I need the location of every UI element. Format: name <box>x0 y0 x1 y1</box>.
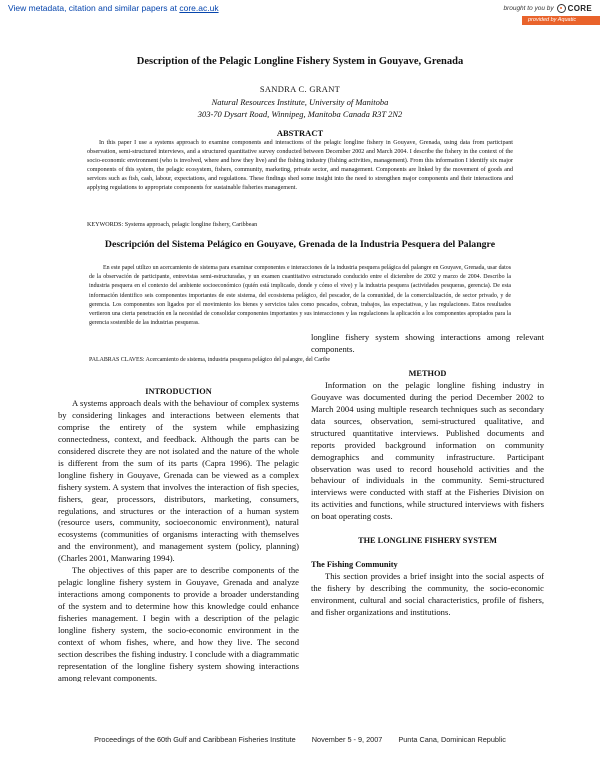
core-brought-text: brought to you by <box>503 4 554 12</box>
intro-paragraph-2: The objectives of this paper are to describe components of the pelagic longline fishery system in Gouyave, Grenada and analyze interactions among components to provide a broader understanding of the system and to determine how this knowledge could enhance fisheries management. I begin with a description of the pelagic longline fishery system, the socio-economic environment in the context of whom fishes, where, and how they live. The second section describes the fishing industry. I conclude with a diagrammatic representation of the longline fishery system showing interactions among relevant components. <box>58 565 299 683</box>
page-footer <box>0 735 600 744</box>
community-heading: The Fishing Community <box>311 560 398 570</box>
core-logo-text: CORE <box>567 3 592 13</box>
core-brand[interactable] <box>503 2 592 14</box>
footer-dates: November 5 - 9, 2007 <box>311 735 383 744</box>
affiliation-address: 303-70 Dysart Road, Winnipeg, Manitoba Canada R3T 2N2 <box>197 109 403 119</box>
resumen-text: En este papel utilizo un acercamiento de sistema para examinar componentes e interacciones de la industria pesquera pelágica del palangre en Gouyave, Grenada, usar datos de la observación de participante, entrevistas semi-estructuradas, y un examen cuantitativo estructurado conducido entre el diciembre de 2002 y marzo de 2004. Describo la industria pesquera en el contexto del ambiente socioeconómico (quién está implicado, donde y cómo el vive) y la industria pesquera (actividades pesqueras, gerencia). De esta información identifico seis componentes importantes de este sistema, del ecosistema pelágico, del pescador, de la comunidad, de la comercialización, de sector privado, y de gerencia. Los componentes son ligados por el movimiento los bienes y servicios tales como pescados, cobran, trabajos, las expectativas, y las regulaciones. Estos resultados vertieron una cierta penetración en la necesidad de consolidar componentes importantes y sus interacciones y las regulaciones la aplicación a los componentes apropiados para la gerencia sostenible de las industrias pesqueras. <box>89 265 511 327</box>
core-logo-icon <box>557 4 566 13</box>
community-paragraph: This section provides a brief insight into the social aspects of the fishery by describing the community, the socio-economic environment, cultural and social characteristics, profile of fishers, and fisher organizations and institutions. <box>311 571 544 618</box>
abstract-text: In this paper I use a systems approach to examine components and interactions of the pelagic longline fishery in Gouyave, Grenada, using data from participant observation, semi-structured interviews, and a structured quantitative survey conducted between December 2002 and March 2004. I describe the fishery in the context of the socio-economic environment (who is involved, where and how they live) and the fishing industry (fishing activities, management). From this information I identify six major components of this system, the pelagic ecosystem, fishers, community, marketing, private sector, and management. Components are linked by the movement of goods and services such as fish, cash, labour, expectations, and regulations. These findings shed some insight into the need to strengthen major components and their interactions and applying regulations to appropriate components for sustainable fisheries management. <box>87 140 513 192</box>
intro-paragraph-1: A systems approach deals with the behaviour of complex systems by considering linkages and interactions between elements that comprise the entirety of the system while emphasizing connectedness, context, and feedback. Although the parts can be considered discrete they are not isolated and the nature of the whole is different from the sum of its parts (Capra 1996). The pelagic longline fishery in Gouyave, Grenada can be viewed as a complex fishery system. A system that involves the interaction of fish species, fishers, gear, processors, distributors, marketing, consumers, regulations, and structures or the interaction of a human system (resource users, community, socioeconomic environment), natural ecosystems (communities of organisms interacting with themselves and the environment), and management system (policy, planning) (Charles 2001, Manwaring 1994). <box>58 397 299 564</box>
core-link-prefix: View metadata, citation and similar papers at <box>8 3 180 13</box>
author-name: SANDRA C. GRANT <box>259 84 341 94</box>
palabras-claves: PALABRAS CLAVES: Acercamiento de sistema, industria pesquera pelágico del palangre, del Caribe <box>89 357 330 363</box>
keywords: KEYWORDS: Systems approach, pelagic longline fishery, Caribbean <box>87 222 258 228</box>
method-heading: METHOD <box>408 368 447 378</box>
core-link-domain: core.ac.uk <box>179 3 219 13</box>
method-paragraph: Information on the pelagic longline fishing industry in Gouyave was documented during the period December 2002 to March 2004 using multiple research techniques such as secondary data sources, observation, semi-structured qualitative, and structured quantitative interviews. Published documents and reports provided background information on community demographics and community infrastructure. Participant observation was used to record household activities and the behaviour of individuals in the community. Semi-structured interviews were conducted with staff at the Fisheries Division on its activities and functions, while structured interviews with fishers on boat operating costs. <box>311 379 544 522</box>
core-metadata-link[interactable] <box>8 3 219 13</box>
left-column <box>58 386 299 682</box>
affiliation-institute: Natural Resources Institute, University of Manitoba <box>211 97 389 107</box>
intro-heading: INTRODUCTION <box>145 387 212 396</box>
core-banner <box>0 0 600 32</box>
paper-title: Description of the Pelagic Longline Fishery System in Gouyave, Grenada <box>136 56 464 67</box>
spanish-title: Descripción del Sistema Pelágico en Gouyave, Grenada de la Industria Pesquera del Palangre <box>104 239 496 250</box>
right-column <box>311 332 544 619</box>
footer-proceedings: Proceedings of the 60th Gulf and Caribbean Fisheries Institute <box>94 735 296 744</box>
footer-location: Punta Cana, Dominican Republic <box>398 735 506 744</box>
core-provided-badge[interactable]: provided by Aquatic Commons <box>522 16 600 25</box>
abstract-heading: ABSTRACT <box>276 128 324 138</box>
longline-heading: THE LONGLINE FISHERY SYSTEM <box>358 536 497 546</box>
intro-continuation: longline fishery system showing interactions among relevant components. <box>311 332 544 354</box>
